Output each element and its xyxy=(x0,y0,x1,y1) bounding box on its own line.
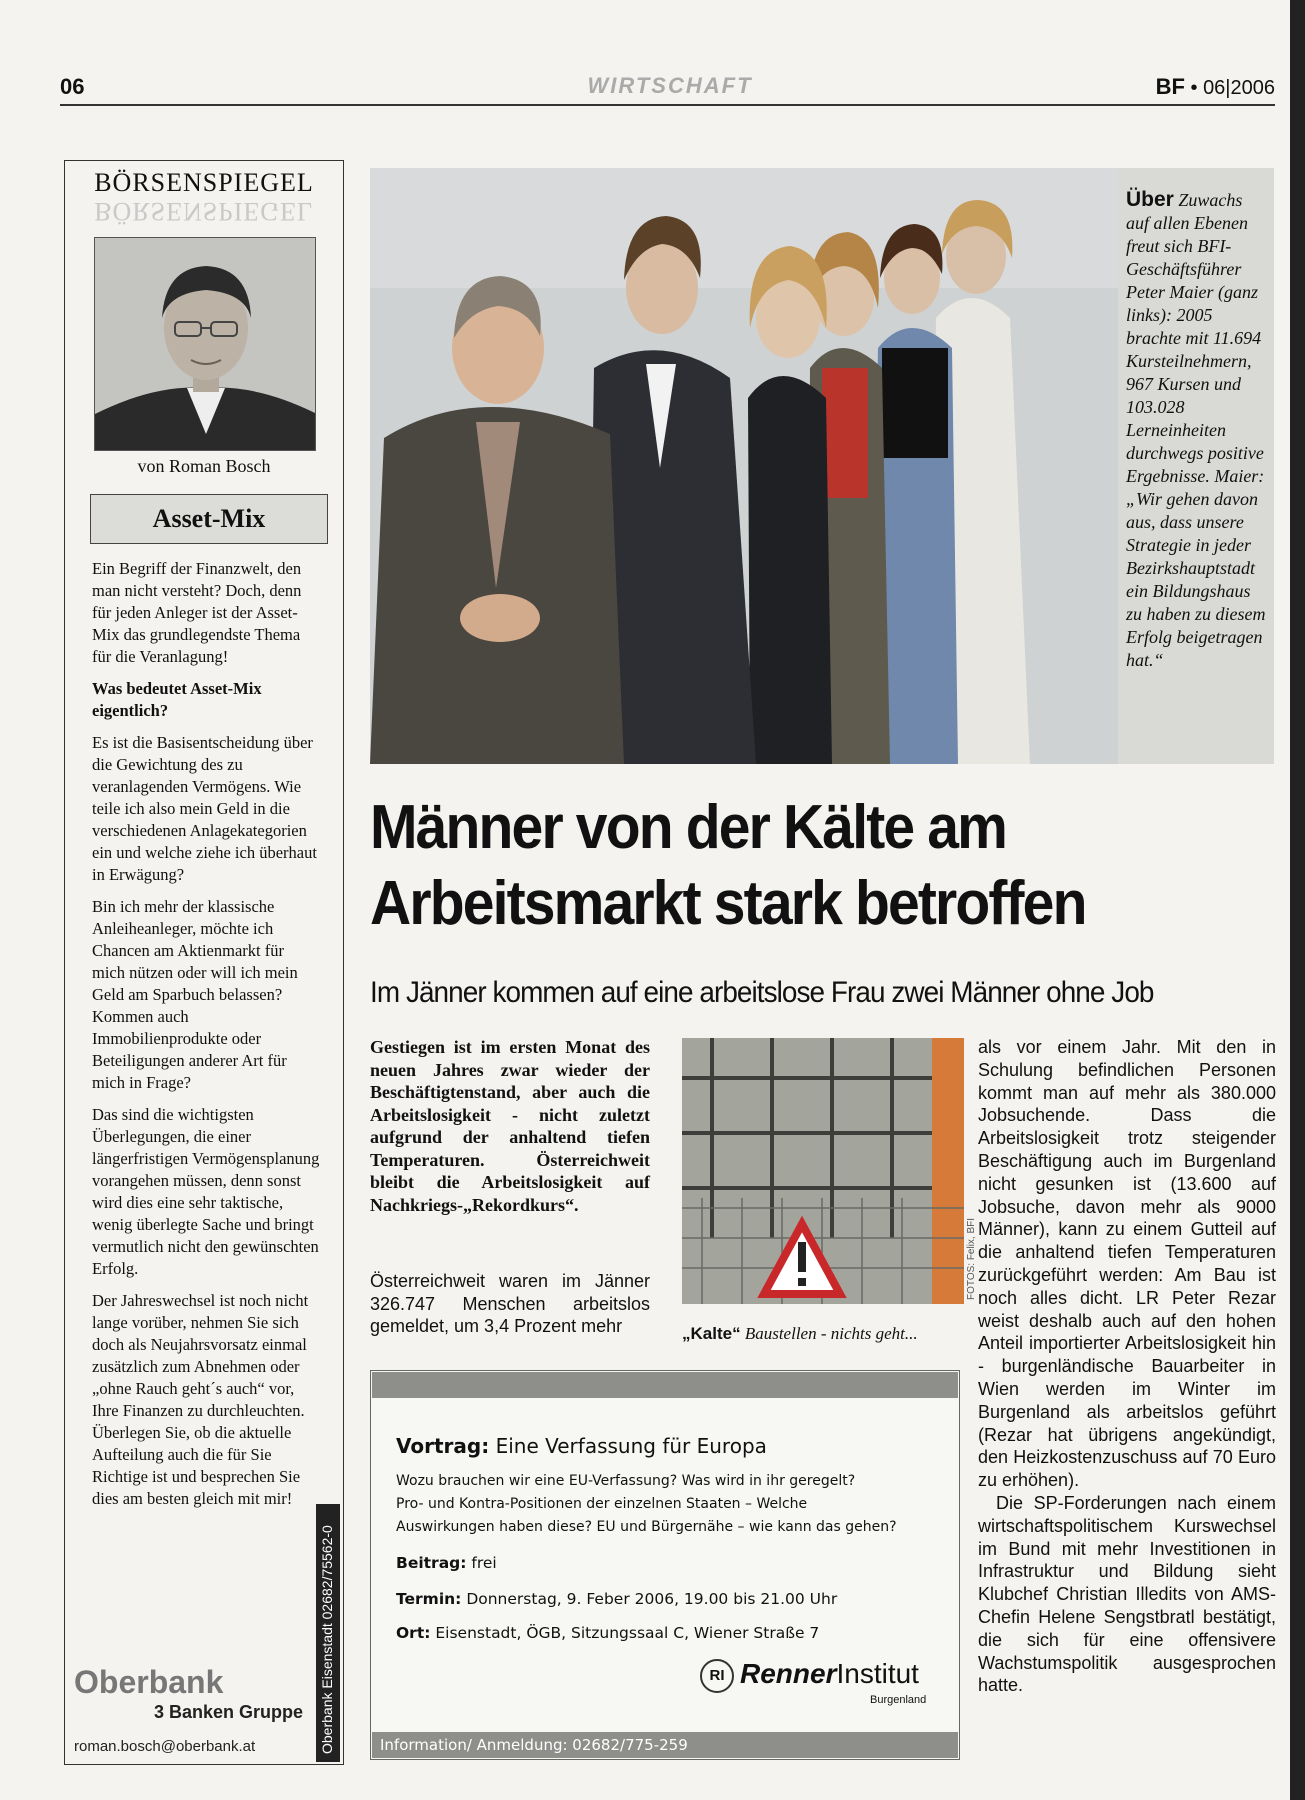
ad-title xyxy=(396,1434,936,1458)
caption-rest: Baustellen - nichts geht... xyxy=(744,1324,918,1343)
ad-place-value: Eisenstadt, ÖGB, Sitzungssaal C, Wiener Straße 7 xyxy=(435,1624,820,1642)
issue-date: 06|2006 xyxy=(1203,77,1275,99)
article-lead: Gestiegen ist im ersten Monat des neuen Jahres zwar wieder der Beschäftigtenstand, aber auch die Arbeitslosigkeit - nicht zuletzt aufgrund der anhaltend tiefen Temperaturen. Österreichweit bleibt die Arbeitslosigkeit auf Nachkriegs-„Rekordkurs“. xyxy=(370,1037,650,1215)
page-edge xyxy=(1290,0,1305,1800)
ad-place xyxy=(396,1624,819,1642)
logo-name-bold: Renner xyxy=(740,1658,837,1689)
sidebar-paragraph: Das sind die wichtigsten Überlegungen, die einer längerfristigen Vermögensplanung vorangehen müssen, denn sonst wird dies eine sehr taktische, wenig überlegte Sache und bringt vermutlich nicht den gewünschten Erfolg. xyxy=(92,1105,320,1278)
ad-fee-label: Beitrag: xyxy=(396,1554,467,1572)
bank-logo: Oberbank xyxy=(74,1664,224,1700)
separator: • xyxy=(1190,77,1198,99)
author-email[interactable]: roman.bosch@oberbank.at xyxy=(74,1738,256,1755)
sidebar-paragraph: Bin ich mehr der klassische Anleiheanleger, möchte ich Chancen am Aktienmarkt für mich nützen oder will ich mein Geld am Sparbuch belassen? Kommen auch Immobilienprodukte oder Beteiligungen anderer Art für mich in Frage? xyxy=(92,897,298,1092)
contact-bar xyxy=(316,1504,340,1762)
ad-question: Wozu brauchen wir eine EU-Verfassung? Was wird in ihr geregelt? xyxy=(396,1473,856,1489)
photo-caption xyxy=(1126,188,1268,672)
article-subheadline: Im Jänner kommen auf eine arbeitslose Frau zwei Männer ohne Job xyxy=(370,976,1154,1009)
ad-fee xyxy=(396,1554,497,1572)
ad-date-label: Termin: xyxy=(396,1590,462,1608)
contact-bar-text: Oberbank Eisenstadt 02682/75562-0 xyxy=(319,1525,335,1754)
author-byline: von Roman Bosch xyxy=(137,456,271,476)
ad-question: Pro- und Kontra-Positionen der einzelnen Staaten – Welche xyxy=(396,1496,808,1512)
article-paragraph: als vor einem Jahr. Mit den in Schulung befindlichen Personen kommt man auf mehr als 380.000 Jobsuchende. Dass die Arbeitslosigkeit trotz steigender Beschäftigung auch im Burgenland nicht gesunken ist (13.600 auf Jobsuche, davon mehr als 9000 Männer), kann zu einem Gutteil auf die anhaltend tiefen Temperaturen zurückgeführt werden: Am Bau ist noch alles dicht. LR Peter Rezar weist deshalb auch auf den hohen Anteil importierter Arbeitslosigkeit hin - burgenländische Bauarbeiter in Wien werden im Winter im Burgenland als arbeitslos geführt (Rezar hat übrigens angekündigt, den Heizkostenzuschuss auf 70 Euro zu erhöhen). xyxy=(978,1037,1276,1491)
ad-date-value: Donnerstag, 9. Feber 2006, 19.00 bis 21.00 Uhr xyxy=(466,1590,838,1608)
renner-institut-logo xyxy=(700,1658,919,1693)
sidebar-intro: Ein Begriff der Finanzwelt, den man nicht versteht? Doch, denn für jeden Anleger ist der Asset-Mix das grundlegendste Thema für die Veranlagung! xyxy=(92,559,302,666)
ad-question: Auswirkungen haben diese? EU und Bürgernähe – wie kann das gehen? xyxy=(396,1519,897,1535)
article-body-continued xyxy=(978,1036,1276,1697)
author-portrait xyxy=(94,237,316,451)
sidebar-title: BÖRSENSPIEGEL xyxy=(94,168,314,197)
photo-credit: FOTOS: Felix, BFI xyxy=(966,1217,977,1300)
bank-group: 3 Banken Gruppe xyxy=(154,1702,304,1722)
sidebar-title-reflection: BÖRSENSPIEGEL xyxy=(94,197,314,226)
article-headline xyxy=(370,790,1203,942)
ad-title-text: Eine Verfassung für Europa xyxy=(495,1434,767,1458)
publication-name: BF xyxy=(1155,74,1185,99)
section-title: WIRTSCHAFT xyxy=(587,73,753,98)
column-title: Asset-Mix xyxy=(90,494,328,544)
header-rule xyxy=(60,104,1275,106)
construction-photo-caption xyxy=(682,1324,982,1344)
caption-bold: „Kalte“ xyxy=(682,1324,741,1343)
article-body-start: Österreichweit waren im Jänner 326.747 Menschen arbeitslos gemeldet, um 3,4 Prozent mehr xyxy=(370,1271,650,1336)
construction-photo xyxy=(682,1038,964,1304)
ad-questions xyxy=(396,1470,941,1539)
headline-line-1: Männer von der Kälte am xyxy=(370,793,1007,862)
caption-text: Zuwachs auf allen Ebenen freut sich BFI-Geschäftsführer Peter Maier (ganz links): 2005 brachte mit 11.694 Kursteilnehmern, 967 Kursen und 103.028 Lerneinheiten durchwegs positive Ergebnisse. Maier: „Wir gehen davon aus, dass unsere Strategie in jeder Bezirkshauptstadt ein Bildungshaus zu haben zu diesem Erfolg beigetragen hat.“ xyxy=(1126,190,1266,670)
ad-top-bar xyxy=(372,1372,958,1398)
ad-place-label: Ort: xyxy=(396,1624,431,1642)
sidebar-paragraph: Der Jahreswechsel ist noch nicht lange vorüber, nehmen Sie sich doch als Neujahrsvorsatz einmal zusätzlich zum Abnehmen oder „ohne Rauch geht´s auch“ vor, Ihre Finanzen zu durchleuchten. Überlegen Sie, ob die aktuelle Aufteilung auch die für Sie Richtige ist und besprechen Sie dies am besten gleich mit mir! xyxy=(92,1291,309,1508)
sidebar-question: Was bedeutet Asset-Mix eigentlich? xyxy=(92,679,262,720)
sidebar-paragraph: Es ist die Basisentscheidung über die Gewichtung des zu veranlagenden Vermögens. Wie teile ich also mein Geld in die verschiedenen Anlagekategorien ein und welche ziehe ich überhaut in Erwägung? xyxy=(92,733,317,884)
page-number: 06 xyxy=(60,74,85,99)
issue-info xyxy=(1156,74,1275,100)
ad-date xyxy=(396,1590,837,1608)
caption-lead-word: Über xyxy=(1126,188,1174,211)
ri-logo-icon: RI xyxy=(700,1659,734,1693)
group-photo xyxy=(370,168,1118,764)
ad-fee-value: frei xyxy=(471,1554,497,1572)
logo-region: Burgenland xyxy=(870,1694,927,1706)
ad-title-label: Vortrag: xyxy=(396,1434,490,1458)
ad-footer: Information/ Anmeldung: 02682/775-259 xyxy=(372,1732,958,1758)
article-paragraph: Die SP-Forderungen nach einem wirtschaftspolitischem Kurswechsel im Bund mit mehr Investitionen in Infrastruktur und Bildung sieht Klubchef Christian Illedits von AMS-Chefin Helene Sengstbratl bestätigt, die sich für eine offensivere Wachstumspolitik ausgesprochen hatte. xyxy=(978,1492,1276,1696)
sidebar-text xyxy=(92,558,320,1520)
logo-name: Institut xyxy=(836,1658,919,1689)
headline-line-2: Arbeitsmarkt stark betroffen xyxy=(370,869,1086,938)
